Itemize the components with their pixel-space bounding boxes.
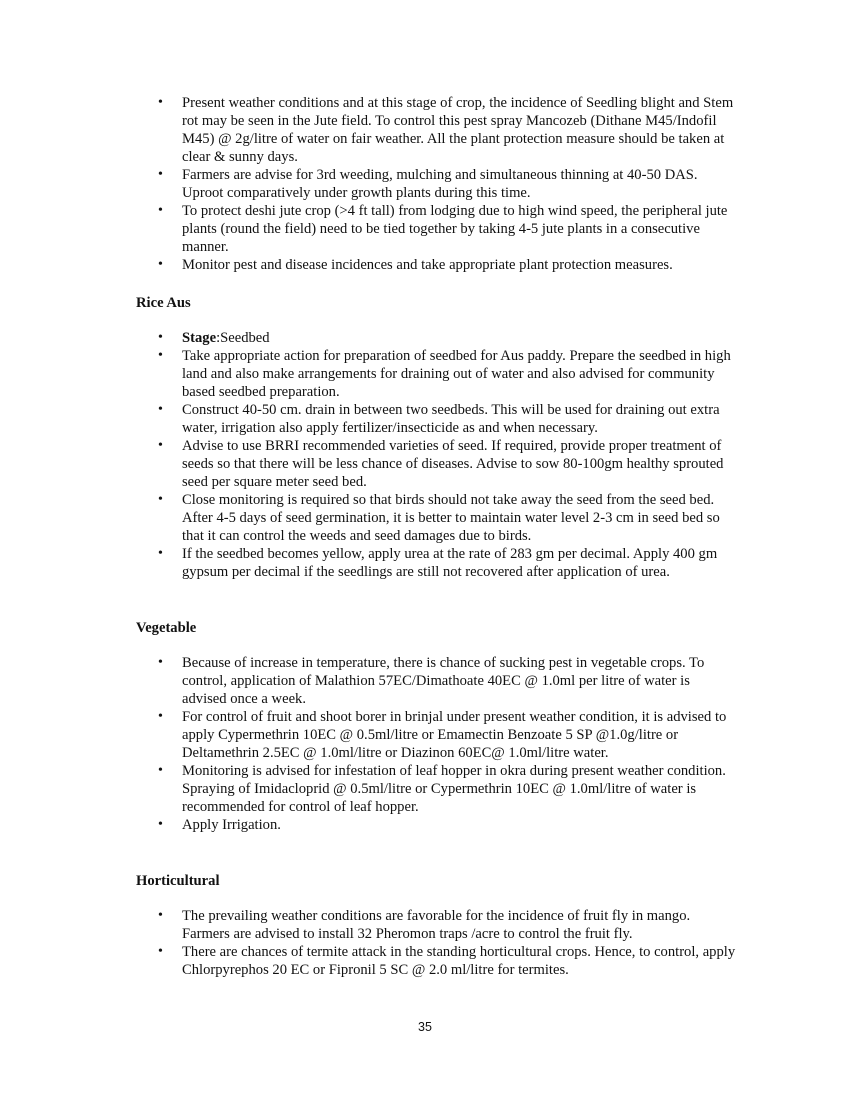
page-number: 35 <box>418 1020 432 1034</box>
list-item: • There are chances of termite attack in the standing horticultural crops. Hence, to control, apply Chlorpyrephos 20 EC or Fipronil 5 SC @ 2.0 ml/litre for termites. <box>136 943 736 979</box>
stage-label: Stage <box>182 330 217 346</box>
list-item: • Present weather conditions and at this stage of crop, the incidence of Seedling blight and Stem rot may be seen in the Jute field. To control this pest spray Mancozeb (Dithane M45/Indofil M45) @ 2g/litre of water on fair weather. All the plant protection measure should be taken at clear & sunny days. <box>136 94 736 166</box>
list-item: • Take appropriate action for preparation of seedbed for Aus paddy. Prepare the seedbed in high land and also make arrangements for draining out of water and also advised for community based seedbed preparation. <box>136 347 736 401</box>
list-item: • Monitoring is advised for infestation of leaf hopper in okra during present weather condition. Spraying of Imidacloprid @ 0.5ml/litre or Cypermethrin 10EC @ 1.0ml/litre of water is recommended for control of leaf hopper. <box>136 762 736 816</box>
list-item: • To protect deshi jute crop (>4 ft tall) from lodging due to high wind speed, the peripheral jute plants (round the field) need to be tied together by taking 4-5 jute plants in a consecutive manner. <box>136 202 736 256</box>
list-item-stage <box>136 329 736 347</box>
list-item: • Monitor pest and disease incidences and take appropriate plant protection measures. <box>136 256 736 274</box>
vegetable-list <box>136 654 736 834</box>
section-heading-rice-aus: Rice Aus <box>136 295 191 311</box>
stage-value: :Seedbed <box>216 330 270 346</box>
horticultural-list <box>136 907 736 979</box>
list-item: • Construct 40-50 cm. drain in between two seedbeds. This will be used for draining out extra water, irrigation also apply fertilizer/insecticide as and when necessary. <box>136 401 736 437</box>
list-item: • If the seedbed becomes yellow, apply urea at the rate of 283 gm per decimal. Apply 400 gm gypsum per decimal if the seedlings are still not recovered after application of urea. <box>136 545 736 581</box>
rice-list <box>136 329 736 581</box>
list-item: • Advise to use BRRI recommended varieties of seed. If required, provide proper treatment of seeds so that there will be less chance of diseases. Advise to sow 80-100gm healthy sprouted seed per square meter seed bed. <box>136 437 736 491</box>
jute-list <box>136 94 736 274</box>
list-item: • Apply Irrigation. <box>136 816 736 834</box>
list-item: • The prevailing weather conditions are favorable for the incidence of fruit fly in mango. Farmers are advised to install 32 Pheromon traps /acre to control the fruit fly. <box>136 907 736 943</box>
section-heading-vegetable: Vegetable <box>136 620 197 636</box>
list-item: • For control of fruit and shoot borer in brinjal under present weather condition, it is advised to apply Cypermethrin 10EC @ 0.5ml/litre or Emamectin Benzoate 5 SP @1.0g/litre or Deltamethrin 2.5EC @ 1.0ml/litre or Diazinon 60EC@ 1.0ml/litre water. <box>136 708 736 762</box>
section-heading-horticultural: Horticultural <box>136 873 220 889</box>
list-item: • Farmers are advise for 3rd weeding, mulching and simultaneous thinning at 40-50 DAS. Uproot comparatively under growth plants during this time. <box>136 166 736 202</box>
list-item: • Close monitoring is required so that birds should not take away the seed from the seed bed. After 4-5 days of seed germination, it is better to maintain water level 2-3 cm in seed bed so that it can control the weeds and seed damages due to birds. <box>136 491 736 545</box>
list-item: • Because of increase in temperature, there is chance of sucking pest in vegetable crops. To control, application of Malathion 57EC/Dimathoate 40EC @ 1.0ml per litre of water is advised once a week. <box>136 654 736 708</box>
